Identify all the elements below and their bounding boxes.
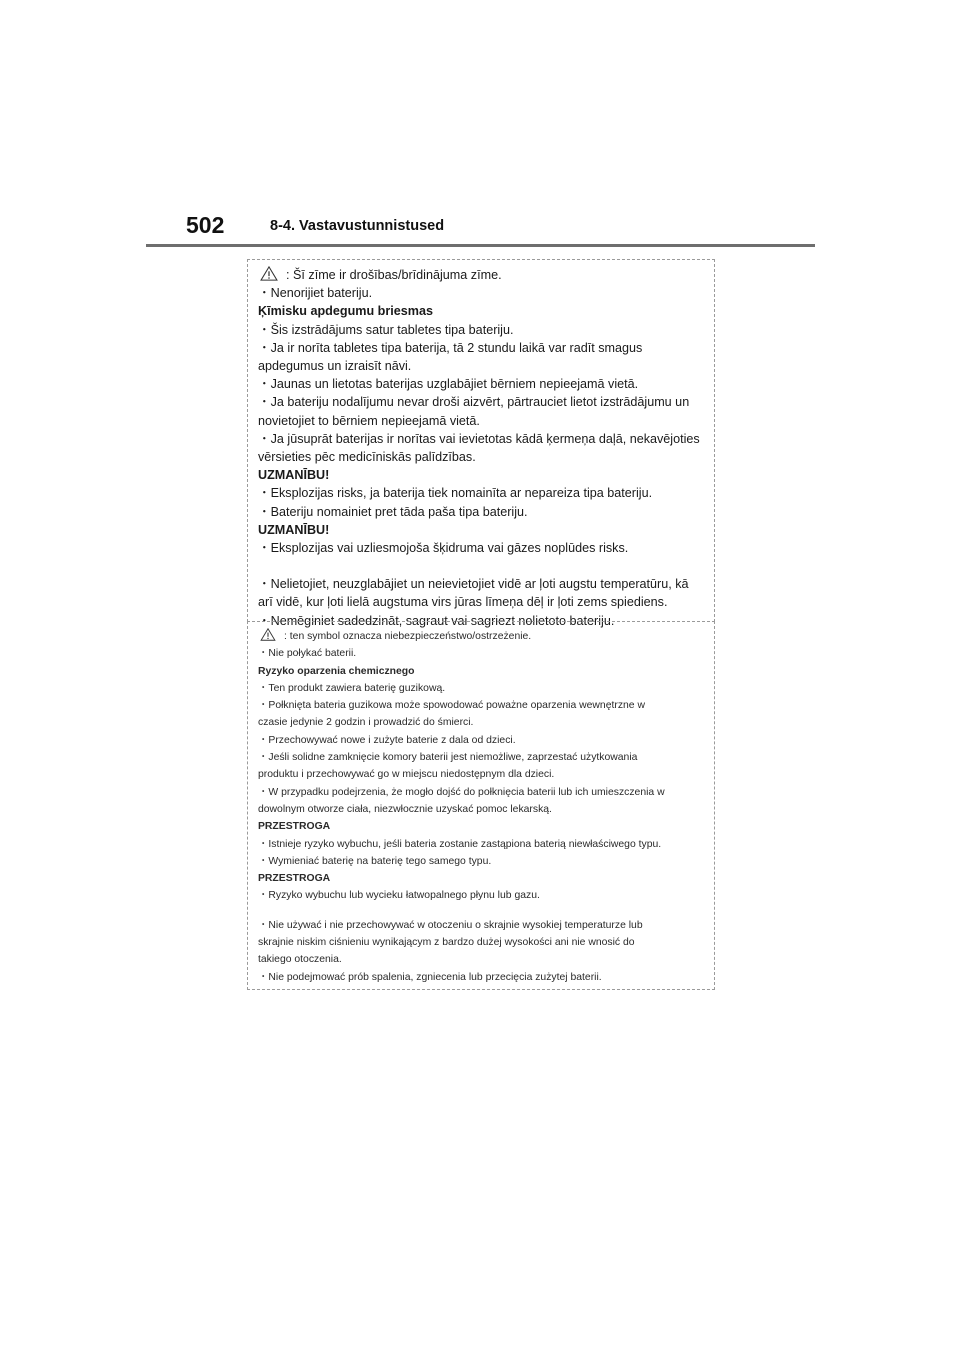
warning-line: ・Ja bateriju nodalījumu nevar droši aizvērt, pārtrauciet lietot izstrādājumu un <box>258 395 690 410</box>
warning-line: ・Ja ir norīta tabletes tipa baterija, tā 2 stundu laikā var radīt smagus <box>258 340 643 355</box>
warning-line: ・Nie połykać baterii. <box>258 648 357 660</box>
blank-spacer <box>258 557 710 575</box>
warning-box-polish <box>247 621 715 990</box>
warning-line: czasie jedynie 2 godzin i prowadzić do śmierci. <box>258 717 474 729</box>
warning-line: dowolnym otworze ciała, niezwłocznie uzyskać pomoc lekarską. <box>258 803 552 815</box>
warning-box-latvian <box>247 259 715 628</box>
warning-text-latvian <box>258 266 710 630</box>
warning-heading: Ryzyko oparzenia chemicznego <box>258 665 415 677</box>
warning-line: ・Nie używać i nie przechowywać w otoczeniu o skrajnie wysokiej temperaturze lub <box>258 919 643 931</box>
warning-line: vērsieties pēc medicīniskās palīdzības. <box>258 450 476 465</box>
warning-line: takiego otoczenia. <box>258 954 342 966</box>
warning-line: ・Eksplozijas risks, ja baterija tiek nomainīta ar nepareiza tipa bateriju. <box>258 486 653 501</box>
warning-line: ・Przechowywać nowe i zużyte baterie z dala od dzieci. <box>258 734 516 746</box>
warning-line: ・Nemēginiet sadedzināt, sagraut vai sagriezt nolietoto bateriju. <box>258 613 615 628</box>
warning-line: ・Jaunas un lietotas baterijas uzglabājiet bērniem nepieejamā vietā. <box>258 377 639 392</box>
warning-line: ・Nenorijiet bateriju. <box>258 286 373 301</box>
warning-heading: PRZESTROGA <box>258 873 331 885</box>
symbol-note-row <box>258 266 710 284</box>
page-number: 502 <box>186 212 225 238</box>
warning-line: ・Istnieje ryzyko wybuchu, jeśli bateria zostanie zastąpiona baterią niewłaściwego typu. <box>258 838 662 850</box>
warning-line: ・Nie podejmować prób spalenia, zgniecenia lub przecięcia zużytej baterii. <box>258 971 602 983</box>
warning-line: produktu i przechowywać go w miejscu niedostępnym dla dzieci. <box>258 769 555 781</box>
warning-line: arī vidē, kur ļoti lielā augstuma virs jūras līmeņa dēļ ir ļoti zems spiediens. <box>258 595 668 610</box>
warning-line: ・Wymieniać baterię na baterię tego samego typu. <box>258 855 492 867</box>
warning-line: ・Połknięta bateria guzikowa może spowodować poważne oparzenia wewnętrzne w <box>258 700 645 712</box>
warning-heading: UZMANĪBU! <box>258 468 330 483</box>
symbol-note: : Šī zīme ir drošības/brīdinājuma zīme. <box>286 268 502 282</box>
warning-line: ・Jeśli solidne zamknięcie komory baterii jest niemożliwe, zaprzestać użytkowania <box>258 752 638 764</box>
warning-line: novietojiet to bērniem nepieejamā vietā. <box>258 413 480 428</box>
warning-line: ・W przypadku podejrzenia, że mogło dojść do połknięcia baterii lub ich umieszczenia w <box>258 786 665 798</box>
warning-triangle-icon <box>260 628 276 641</box>
warning-line: ・Ja jūsuprāt baterijas ir norītas vai ievietotas kādā ķermeņa daļā, nekavējoties <box>258 431 700 446</box>
warning-line: ・Ten produkt zawiera baterię guzikową. <box>258 682 446 694</box>
warning-line: ・Šis izstrādājums satur tabletes tipa bateriju. <box>258 322 514 337</box>
symbol-note: : ten symbol oznacza niebezpieczeństwo/ostrzeżenie. <box>284 631 532 642</box>
warning-line: skrajnie niskim ciśnieniu wynikającym z bardzo dużej wysokości ani nie wnosić do <box>258 937 635 949</box>
warning-triangle-icon <box>260 266 278 281</box>
warning-heading: PRZESTROGA <box>258 821 331 833</box>
symbol-note-row <box>258 628 710 645</box>
header-divider <box>146 244 815 247</box>
warning-line: ・Bateriju nomainiet pret tāda paša tipa bateriju. <box>258 504 528 519</box>
warning-line: ・Nelietojiet, neuzglabājiet un neievietojiet vidē ar ļoti augstu temperatūru, kā <box>258 577 689 592</box>
warning-text-polish <box>258 628 710 986</box>
blank-spacer <box>258 905 710 917</box>
section-title: 8-4. Vastavustunnistused <box>270 218 445 234</box>
warning-line: ・Eksplozijas vai uzliesmojoša šķidruma vai gāzes noplūdes risks. <box>258 541 629 556</box>
warning-heading: Ķīmisku apdegumu briesmas <box>258 304 433 319</box>
warning-heading: UZMANĪBU! <box>258 522 330 537</box>
warning-line: ・Ryzyko wybuchu lub wycieku łatwopalnego płynu lub gazu. <box>258 890 540 902</box>
warning-line: apdegumus un izraisīt nāvi. <box>258 359 412 374</box>
